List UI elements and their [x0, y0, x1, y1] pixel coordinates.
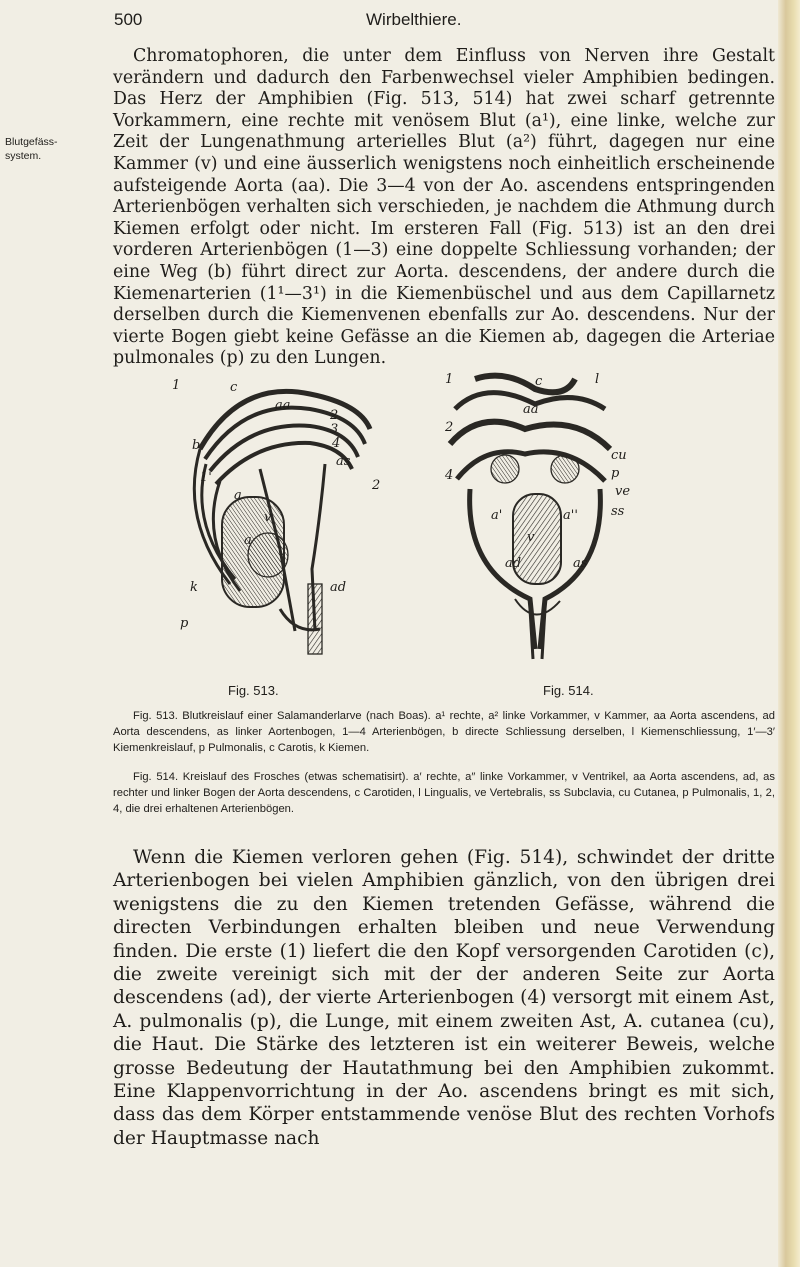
fig513-label-p: p — [180, 616, 189, 631]
fig514-label-l: l — [595, 372, 600, 387]
fig514-label-1: 1 — [445, 372, 454, 387]
fig514-label-v: v — [527, 530, 535, 545]
figure-drawings — [160, 369, 716, 664]
running-title: Wirbelthiere. — [366, 10, 462, 29]
fig513-label-as: as — [336, 454, 351, 469]
fig513-label-a1: a — [234, 488, 242, 503]
page-edge-shadow — [778, 0, 800, 1267]
fig-514-drawing — [450, 376, 610, 659]
fig513-label-v: v — [264, 510, 272, 525]
fig513-label-k: k — [190, 580, 198, 595]
figure-labels — [160, 683, 716, 705]
fig-514-label: Fig. 514. — [543, 683, 594, 698]
running-head — [0, 8, 800, 36]
fig514-label-ss: ss — [611, 504, 625, 519]
fig514-label-as: as — [573, 556, 588, 571]
fig513-label-a2: a — [244, 533, 252, 548]
fig514-label-a1: a' — [491, 508, 503, 523]
fig513-label-4: 4 — [332, 436, 341, 451]
fig513-label-b: b — [192, 438, 201, 453]
fig513-label-3: 3 — [330, 422, 339, 437]
paragraph-gills: Wenn die Kiemen verloren gehen (Fig. 514), schwindet der dritte Arterienbogen bei vielen Amphibien gänzlich, von den übrigen drei wenigstens die zu den Kiemen tretenden Gefässe, während die directen Verbindungen erhalten bleiben und neue Verwendung finden. Die erste (1) liefert die den Kopf versorgenden Carotiden (c), die zweite vereinigt sich mit der der anderen Seite zur Aorta descendens (ad), der vierte Arterienbogen (4) versorgt mit einem Ast, A. pulmonalis (p), die Lunge, mit einem zweiten Ast, A. cutanea (cu), die Haut. Die Stärke des letzteren ist ein weiterer Beweis, welche grosse Bedeutung der Hautathmung bei den Amphibien zukommt. Eine Klappenvorrichtung in der Ao. ascendens bringt es mit sich, dass das dem Körper entstammende venöse Blut des rechten Vorhofs der Hauptmasse nach — [113, 847, 775, 1149]
caption-fig-513: Fig. 513. Blutkreislauf einer Salamanderlarve (nach Boas). a¹ rechte, a² linke Vorkammer, v Kammer, aa Aorta ascendens, ad Aorta descendens, as linker Aortenbogen, 1—4 Arterienbögen, b directe Schliessung derselben, l Kiemenschliessung, 1′—3′ Kiemenkreislauf, p Pulmonalis, c Carotis, k Kiemen. — [113, 710, 775, 754]
fig514-label-ve: ve — [615, 484, 631, 499]
fig-513-label: Fig. 513. — [228, 683, 279, 698]
fig-513-drawing — [194, 391, 370, 654]
fig513-label-aa: aa — [275, 398, 291, 413]
fig514-label-c: c — [535, 374, 543, 389]
fig514-label-4: 4 — [445, 468, 454, 483]
fig514-label-a2: a'' — [563, 508, 578, 523]
margin-note: Blutgefäss-system. — [5, 136, 58, 162]
figure-panel — [160, 369, 716, 664]
page-number: 500 — [114, 10, 143, 29]
fig513-label-2b: 2 — [372, 478, 381, 493]
fig513-label-c: c — [230, 380, 238, 395]
fig513-label-2: 2 — [330, 408, 339, 423]
fig514-label-cu: cu — [611, 448, 627, 463]
paragraph-heart: Chromatophoren, die unter dem Einfluss von Nerven ihre Gestalt verändern und dadurch den Farbenwechsel vieler Amphibien bedingen. Das Herz der Amphibien (Fig. 513, 514) hat zwei scharf getrennte Vorkammern, eine rechte mit venösem Blut (a¹), eine linke, welche zur Zeit der Lungenathmung arterielles Blut (a²) führt, dagegen nur eine Kammer (v) und eine äusserlich wenigstens noch einheitlich erscheinende aufsteigende Aorta (aa). Die 3—4 von der Ao. ascendens entspringenden Arterienbögen verhalten sich verschieden, je nachdem die Athmung durch Kiemen erfolgt oder nicht. Im ersteren Fall (Fig. 513) ist an den drei vorderen Arterienbögen (1—3) eine doppelte Schliessung vorhanden; der eine Weg (b) führt direct zur Aorta. descendens, der andere durch die Kiemenarterien (1¹—3¹) in die Kiemenbüschel und aus dem Capillarnetz derselben durch die Kiemenvenen ebenfalls zur Ao. descendens. Nur der vierte Bogen giebt keine Gefässe an die Kiemen ab, dagegen die Arteriae pulmonales (p) zu den Lungen. — [113, 46, 775, 369]
fig514-label-ad: ad — [505, 556, 522, 571]
fig514-label-2: 2 — [445, 420, 454, 435]
caption-fig-514: Fig. 514. Kreislauf des Frosches (etwas schematisirt). a′ rechte, a″ linke Vorkammer, v Ventrikel, aa Aorta ascendens, ad, as rechter und linker Bogen der Aorta descendens, c Carotiden, l Lingualis, ve Vertebralis, ss Subclavia, cu Cutanea, p Pulmonalis, 1, 2, 4, die drei erhaltenen Arterienbögen. — [113, 771, 775, 815]
fig513-label-1prime: 1' — [200, 470, 212, 485]
fig514-label-aa: aa — [523, 402, 539, 417]
fig514-label-p: p — [611, 466, 620, 481]
fig513-label-1: 1 — [172, 378, 181, 393]
fig513-label-ad: ad — [330, 580, 347, 595]
